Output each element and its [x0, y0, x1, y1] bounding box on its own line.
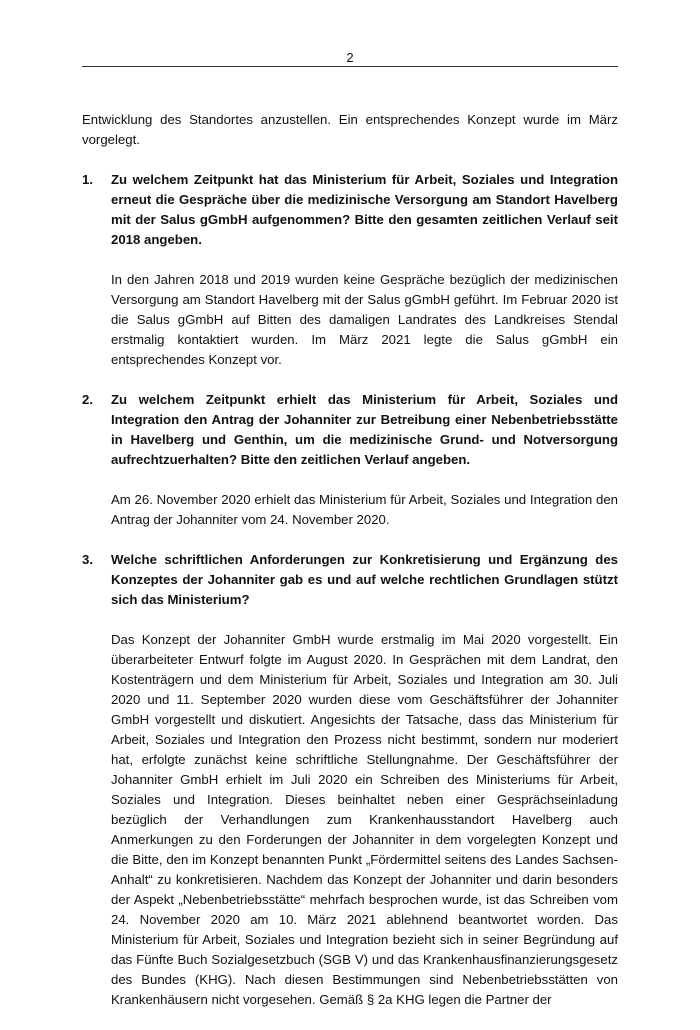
intro-paragraph: Entwicklung des Standortes anzustellen. Ein entsprechendes Konzept wurde im März vorgelegt. — [82, 112, 618, 147]
question-number: 3. — [82, 552, 93, 567]
question-text: Zu welchem Zeitpunkt hat das Ministerium für Arbeit, Soziales und Integration erneut die Gespräche über die medizinische Versorgung am Standort Havelberg mit der Salus gGmbH aufgenommen? Bitte den gesamten zeitlichen Verlauf seit 2018 angeben. — [111, 172, 618, 247]
question-number: 1. — [82, 172, 93, 187]
document-body — [82, 110, 618, 1030]
question-text: Welche schriftlichen Anforderungen zur Konkretisierung und Ergänzung des Konzeptes der Johanniter gab es und auf welche rechtlichen Grundlagen stützt sich das Ministerium? — [111, 552, 618, 607]
question-2 — [82, 390, 618, 470]
answer-1: In den Jahren 2018 und 2019 wurden keine Gespräche bezüglich der medizinischen Versorgung am Standort Havelberg mit der Salus gGmbH geführt. Im Februar 2020 ist die Salus gGmbH auf Bitten des damaligen Landrates des Landkreises Stendal erstmalig kontaktiert wurden. Im März 2021 legte die Salus gGmbH ein entsprechendes Konzept vor. — [111, 272, 618, 367]
question-text: Zu welchem Zeitpunkt erhielt das Ministerium für Arbeit, Soziales und Integration den Antrag der Johanniter zur Betreibung einer Nebenbetriebsstätte in Havelberg und Genthin, um die medizinische Grund- und Notversorgung aufrechtzuerhalten? Bitte den zeitlichen Verlauf angeben. — [111, 392, 618, 467]
answer-3: Das Konzept der Johanniter GmbH wurde erstmalig im Mai 2020 vorgestellt. Ein überarbeiteter Entwurf folgte im August 2020. In Gesprächen mit dem Landrat, den Kostenträgern und dem Ministerium für Arbeit, Soziales und Integration am 30. Juli 2020 und 11. September 2020 wurden diese vom Geschäftsführer der Johanniter GmbH vorgestellt und diskutiert. Angesichts der Tatsache, dass das Ministerium für Arbeit, Soziales und Integration den Prozess nicht bestimmt, sondern nur moderiert hat, erfolgte zunächst keine schriftliche Stellungnahme. Der Geschäftsführer der Johanniter GmbH erhielt im Juli 2020 ein Schreiben des Ministeriums für Arbeit, Soziales und Integration. Dieses beinhaltet neben einer Gesprächseinladung bezüglich der Verhandlungen zum Krankenhausstandort Havelberg auch Anmerkungen zu den Forderungen der Johanniter in dem vorgelegten Konzept und die Bitte, den im Konzept benannten Punkt „Fördermittel seitens des Landes Sachsen-Anhalt“ zu konkretisieren. Nachdem das Konzept der Johanniter und darin besonders der Aspekt „Nebenbetriebsstätte“ mehrfach besprochen wurde, ist das Schreiben vom 24. November 2020 am 10. März 2021 ablehnend beantwortet worden. Das Ministerium für Arbeit, Soziales und Integration bezieht sich in seiner Begründung auf das Fünfte Buch Sozialgesetzbuch (SGB V) und das Krankenhausfinanzierungsgesetz des Bundes (KHG). Nach diesen Bestimmungen sind Nebenbetriebsstätten von Krankenhäusern nicht vorgesehen. Gemäß § 2a KHG legen die Partner der — [111, 632, 618, 1007]
question-1 — [82, 170, 618, 250]
page-number: 2 — [346, 50, 354, 65]
question-3 — [82, 550, 618, 610]
answer-2: Am 26. November 2020 erhielt das Ministerium für Arbeit, Soziales und Integration den Antrag der Johanniter vom 24. November 2020. — [111, 492, 618, 527]
question-number: 2. — [82, 392, 93, 407]
header-rule — [82, 66, 618, 67]
